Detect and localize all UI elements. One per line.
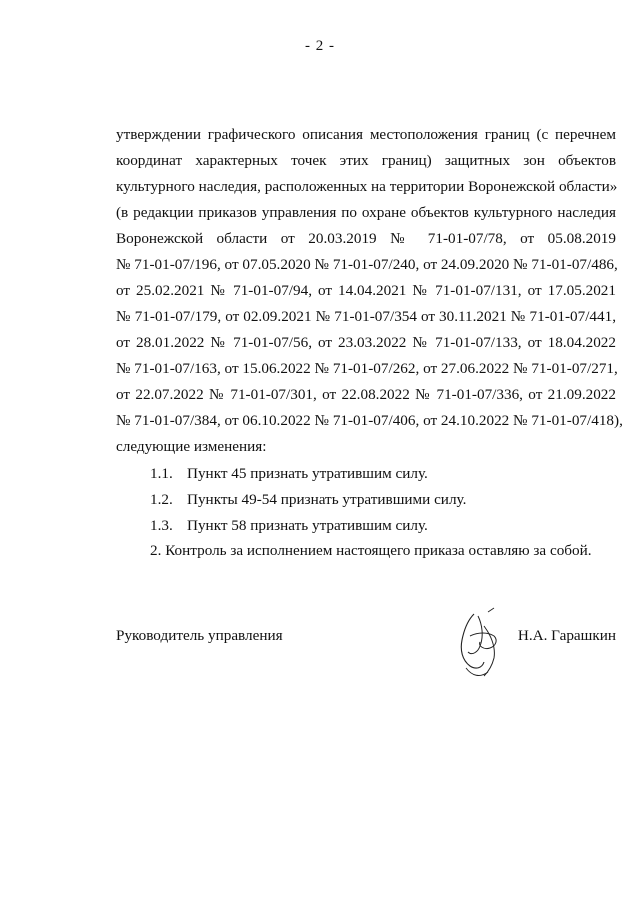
paragraph-line: № 71-01-07/179, от 02.09.2021 № 71-01-07/354 от 30.11.2021 № 71-01-07/441, xyxy=(116,308,616,325)
list-item xyxy=(150,490,466,510)
list-item xyxy=(150,516,428,536)
list-item-text: Пункты 49-54 признать утратившими силу. xyxy=(187,491,467,508)
paragraph-line: от 22.07.2022 № 71-01-07/301, от 22.08.2022 № 71-01-07/336, от 21.09.2022 xyxy=(116,386,616,403)
paragraph-line: культурного наследия, расположенных на территории Воронежской области» xyxy=(116,178,618,195)
paragraph-line: № 71-01-07/384, от 06.10.2022 № 71-01-07/406, от 24.10.2022 № 71-01-07/418), xyxy=(116,412,623,429)
list-item-number: 1.3. xyxy=(150,517,173,534)
paragraph-line: № 71-01-07/196, от 07.05.2020 № 71-01-07/240, от 24.09.2020 № 71-01-07/486, xyxy=(116,256,618,273)
handwritten-signature xyxy=(444,606,514,686)
paragraph-line: № 71-01-07/163, от 15.06.2022 № 71-01-07/262, от 27.06.2022 № 71-01-07/271, xyxy=(116,360,618,377)
signatory-title: Руководитель управления xyxy=(116,627,283,644)
list-item-text: Пункт 58 признать утратившим силу. xyxy=(187,517,428,534)
control-clause: 2. Контроль за исполнением настоящего приказа оставляю за собой. xyxy=(150,542,592,559)
paragraph-line: координат характерных точек этих границ) защитных зон объектов xyxy=(116,152,616,169)
paragraph-line: следующие изменения: xyxy=(116,438,267,455)
list-item-number: 1.1. xyxy=(150,465,173,482)
paragraph-line: утверждении графического описания местоположения границ (с перечнем xyxy=(116,126,616,143)
paragraph-line: от 28.01.2022 № 71-01-07/56, от 23.03.2022 № 71-01-07/133, от 18.04.2022 xyxy=(116,334,616,351)
paragraph-line: от 25.02.2021 № 71-01-07/94, от 14.04.2021 № 71-01-07/131, от 17.05.2021 xyxy=(116,282,616,299)
paragraph-line: (в редакции приказов управления по охране объектов культурного наследия xyxy=(116,204,616,221)
list-item xyxy=(150,464,428,484)
signature-block xyxy=(116,626,616,686)
list-item-number: 1.2. xyxy=(150,491,173,508)
page-number: - 2 - xyxy=(305,38,335,54)
paragraph-line: Воронежской области от 20.03.2019 № 71-01-07/78, от 05.08.2019 xyxy=(116,230,616,247)
signatory-name: Н.А. Гарашкин xyxy=(517,627,616,644)
list-item-text: Пункт 45 признать утратившим силу. xyxy=(187,465,428,482)
